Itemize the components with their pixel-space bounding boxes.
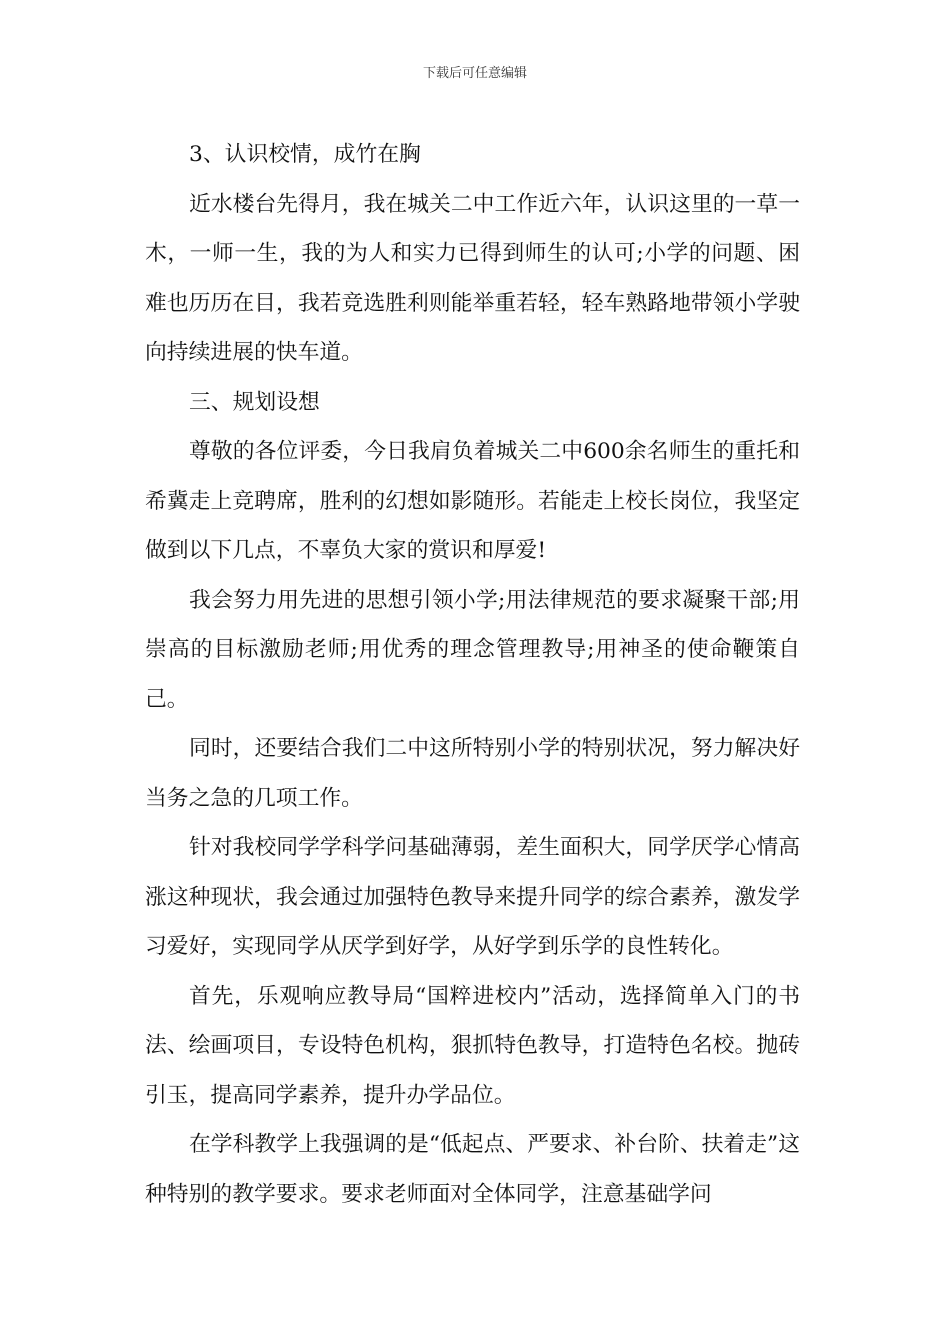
document-body [145, 130, 800, 1219]
paragraph: 针对我校同学学科学问基础薄弱，差生面积大，同学厌学心情高涨这种现状，我会通过加强特色教导来提升同学的综合素养，激发学习爱好，实现同学从厌学到好学，从好学到乐学的良性转化。 [145, 835, 800, 959]
page-header-note: 下载后可任意编辑 [422, 66, 527, 81]
paragraph: 在学科教学上我强调的是“低起点、严要求、补台阶、扶着走”这种特别的教学要求。要求老师面对全体同学，注意基础学问 [145, 1132, 800, 1207]
paragraph: 首先，乐观响应教导局“国粹进校内”活动，选择简单入门的书法、绘画项目，专设特色机构，狠抓特色教导，打造特色名校。抛砖引玉，提高同学素养，提升办学品位。 [145, 983, 800, 1108]
section-heading-planning: 三、规划设想 [189, 389, 320, 415]
section-heading-3: 3、认识校情，成竹在胸 [189, 142, 421, 167]
paragraph: 同时，还要结合我们二中这所特别小学的特别状况，努力解决好当务之急的几项工作。 [145, 736, 800, 811]
paragraph: 尊敬的各位评委，今日我肩负着城关二中600余名师生的重托和希冀走上竞聘席，胜利的幻想如影随形。若能走上校长岗位，我坚定做到以下几点，不辜负大家的赏识和厚爱! [145, 439, 800, 563]
paragraph: 我会努力用先进的思想引领小学;用法律规范的要求凝聚干部;用崇高的目标激励老师;用优秀的理念管理教导;用神圣的使命鞭策自己。 [145, 587, 800, 712]
paragraph: 近水楼台先得月，我在城关二中工作近六年，认识这里的一草一木，一师一生，我的为人和实力已得到师生的认可;小学的问题、困难也历历在目，我若竞选胜利则能举重若轻，轻车熟路地带领小学驶向持续进展的快车道。 [145, 191, 800, 365]
